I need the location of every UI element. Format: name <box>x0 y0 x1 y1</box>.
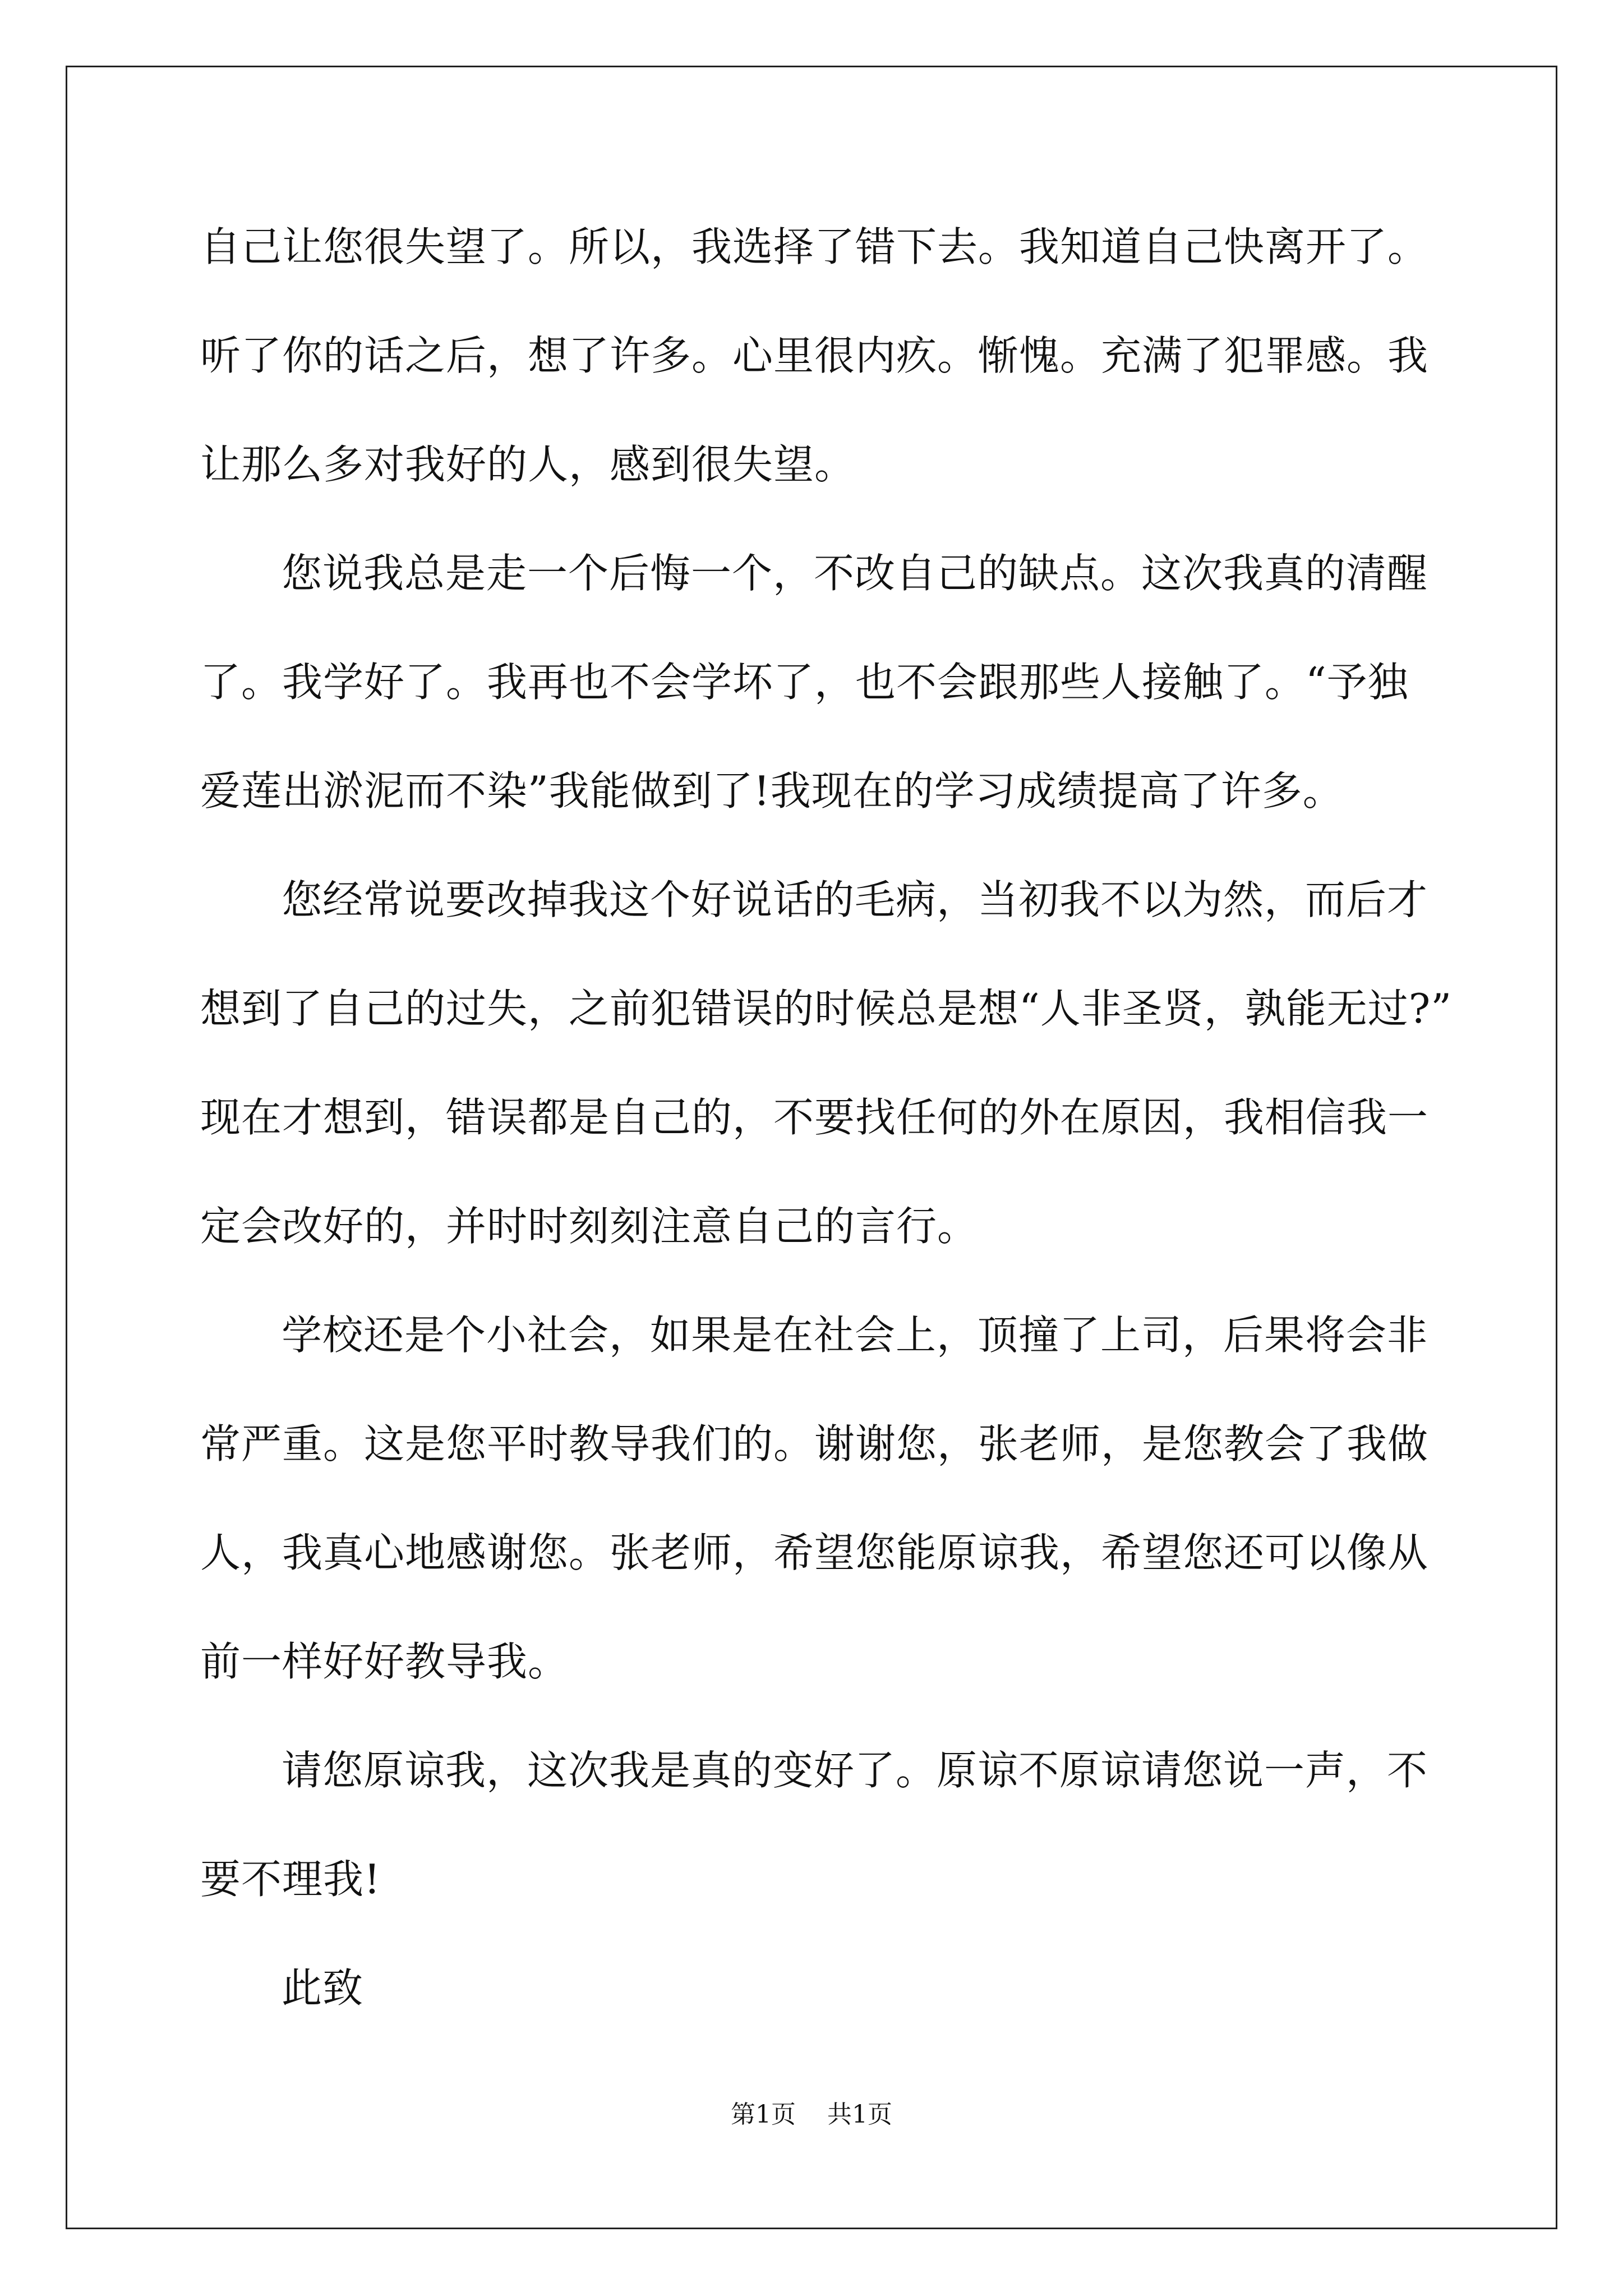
closing-line: 此致 <box>282 1964 364 2012</box>
text-line: 现在才想到，错误都是自己的，不要找任何的外在原因，我相信我一 <box>200 1094 1429 1141</box>
paragraph-start-line: 您经常说要改掉我这个好说话的毛病，当初我不以为然，而后才 <box>282 876 1428 923</box>
text-line: 爱莲出淤泥而不染”我能做到了!我现在的学习成绩提高了许多。 <box>200 767 1344 815</box>
text-line: 听了你的话之后，想了许多。心里很内疚。惭愧。充满了犯罪感。我 <box>200 332 1429 379</box>
text-line: 让那么多对我好的人，感到很失望。 <box>200 441 856 488</box>
text-line: 前一样好好教导我。 <box>200 1638 569 1685</box>
text-line: 定会改好的，并时时刻刻注意自己的言行。 <box>200 1203 979 1250</box>
text-line: 人，我真心地感谢您。张老师，希望您能原谅我，希望您还可以像从 <box>200 1529 1429 1576</box>
text-line: 自己让您很失望了。所以，我选择了错下去。我知道自己快离开了。 <box>200 223 1429 270</box>
paragraph-start-line: 您说我总是走一个后悔一个，不改自己的缺点。这次我真的清醒 <box>282 550 1428 597</box>
text-line: 要不理我! <box>200 1856 381 1903</box>
text-line: 了。我学好了。我再也不会学坏了，也不会跟那些人接触了。“予独 <box>200 659 1409 706</box>
text-line: 常严重。这是您平时教导我们的。谢谢您，张老师，是您教会了我做 <box>200 1420 1429 1467</box>
paragraph-start-line: 学校还是个小社会，如果是在社会上，顶撞了上司，后果将会非 <box>282 1312 1428 1359</box>
paragraph-start-line: 请您原谅我，这次我是真的变好了。原谅不原谅请您说一声，不 <box>282 1747 1428 1794</box>
page-number-footer: 第1页 共1页 <box>731 2100 892 2129</box>
text-line: 想到了自己的过失，之前犯错误的时候总是想“人非圣贤，孰能无过?” <box>200 985 1453 1032</box>
